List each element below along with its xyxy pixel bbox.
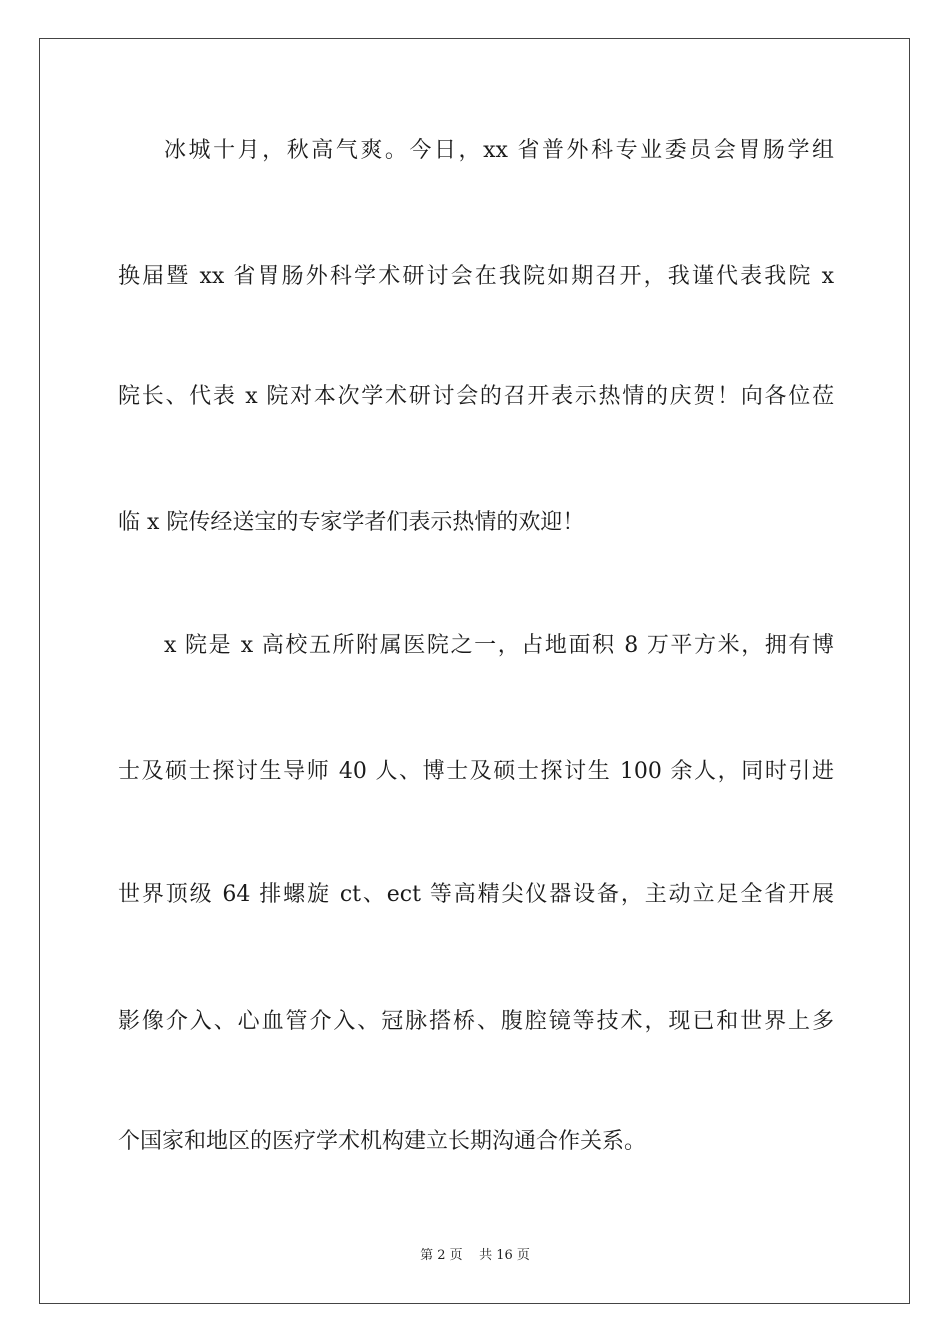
paragraph-2-line-4: 影像介入、心血管介入、冠脉搭桥、腹腔镜等技术，现已和世界上多 <box>118 1009 834 1034</box>
paragraph-1-line-3: 院长、代表 x 院对本次学术研讨会的召开表示热情的庆贺！向各位莅 <box>118 384 834 409</box>
paragraph-2-line-2: 士及硕士探讨生导师 40 人、博士及硕士探讨生 100 余人，同时引进 <box>118 759 834 784</box>
paragraph-1-line-2: 换届暨 xx 省胃肠外科学术研讨会在我院如期召开，我谨代表我院 x <box>118 264 834 289</box>
paragraph-2-line-5: 个国家和地区的医疗学术机构建立长期沟通合作关系。 <box>118 1129 647 1154</box>
paragraph-1-line-4: 临 x 院传经送宝的专家学者们表示热情的欢迎！ <box>118 510 585 535</box>
page-number-footer: 第 2 页 共 16 页 <box>420 1248 530 1263</box>
paragraph-1-line-1: 冰城十月，秋高气爽。今日，xx 省普外科专业委员会胃肠学组 <box>164 138 834 163</box>
paragraph-2-line-3: 世界顶级 64 排螺旋 ct、ect 等高精尖仪器设备，主动立足全省开展 <box>118 882 834 907</box>
page-border <box>39 38 910 1304</box>
paragraph-2-line-1: x 院是 x 高校五所附属医院之一，占地面积 8 万平方米，拥有博 <box>164 633 834 658</box>
